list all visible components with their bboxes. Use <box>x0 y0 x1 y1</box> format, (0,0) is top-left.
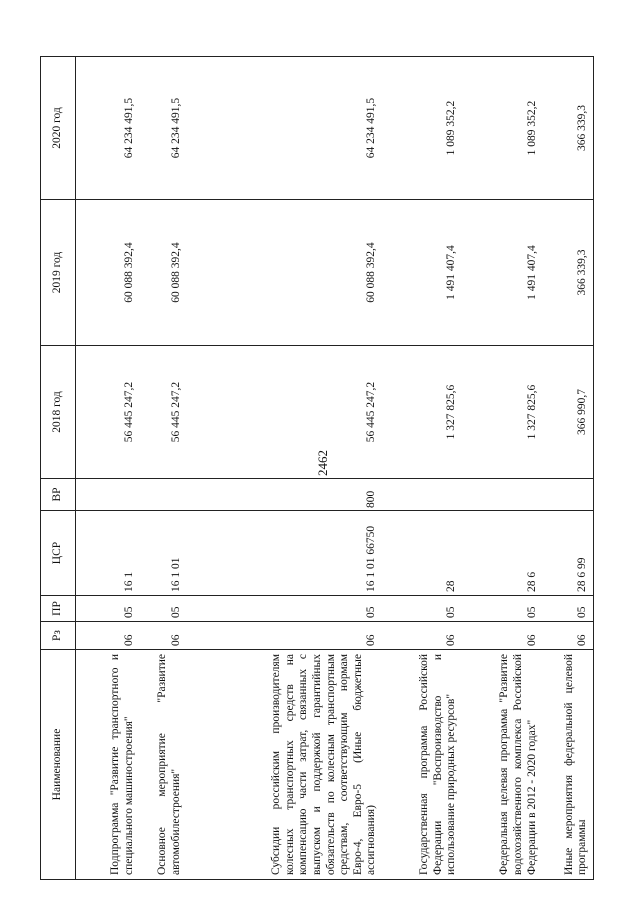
row-rz: 06 <box>186 622 381 650</box>
row-rz: 06 <box>76 622 140 650</box>
row-name: Иные мероприятия федеральной целевой программы <box>542 650 593 880</box>
row-pr: 05 <box>382 596 462 622</box>
row-csr: 28 6 99 <box>542 511 593 596</box>
table-row <box>186 57 381 880</box>
row-csr: 16 1 01 <box>139 511 186 596</box>
row-vr: 800 <box>186 479 381 511</box>
header-vr: ВР <box>41 479 76 511</box>
row-2020: 366 339,3 <box>542 57 593 200</box>
header-2018: 2018 год <box>41 346 76 479</box>
row-vr <box>462 479 542 511</box>
row-csr: 28 <box>382 511 462 596</box>
row-rz: 06 <box>462 622 542 650</box>
header-pr: ПР <box>41 596 76 622</box>
budget-table <box>40 56 594 880</box>
row-2020: 64 234 491,5 <box>139 57 186 200</box>
header-2020: 2020 год <box>41 57 76 200</box>
table-body <box>76 57 594 880</box>
header-row <box>41 57 76 880</box>
table-header <box>41 57 76 880</box>
row-rz: 06 <box>382 622 462 650</box>
row-rz: 06 <box>139 622 186 650</box>
row-name: Подпрограмма "Развитие транспортного и специального машиностроения" <box>76 650 140 880</box>
row-name: Основное мероприятие "Развитие автомобилестроения" <box>139 650 186 880</box>
row-vr <box>139 479 186 511</box>
row-2018: 56 445 247,2 <box>139 346 186 479</box>
row-2018: 1 327 825,6 <box>382 346 462 479</box>
budget-table-container <box>40 57 594 880</box>
page-number-text: 2462 <box>315 450 330 476</box>
row-vr <box>76 479 140 511</box>
row-2019: 1 491 407,4 <box>382 200 462 346</box>
row-2020: 1 089 352,2 <box>462 57 542 200</box>
row-pr: 05 <box>186 596 381 622</box>
row-2020: 64 234 491,5 <box>76 57 140 200</box>
row-name: Государственная программа Российской Федерации "Воспроизводство и использование природных ресурсов" <box>382 650 462 880</box>
row-csr: 16 1 <box>76 511 140 596</box>
row-2018: 56 445 247,2 <box>186 346 381 479</box>
row-name: Федеральная целевая программа "Развитие водохозяйственного комплекса Российской Федерации в 2012 - 2020 годах" <box>462 650 542 880</box>
table-row <box>542 57 593 880</box>
header-2019: 2019 год <box>41 200 76 346</box>
row-rz: 06 <box>542 622 593 650</box>
row-pr: 05 <box>139 596 186 622</box>
header-csr: ЦСР <box>41 511 76 596</box>
row-2019: 60 088 392,4 <box>139 200 186 346</box>
row-csr: 16 1 01 66750 <box>186 511 381 596</box>
row-2020: 64 234 491,5 <box>186 57 381 200</box>
row-2018: 366 990,7 <box>542 346 593 479</box>
row-2019: 1 491 407,4 <box>462 200 542 346</box>
table-row <box>382 57 462 880</box>
row-2019: 60 088 392,4 <box>76 200 140 346</box>
header-name: Наименование <box>41 650 76 880</box>
row-2019: 60 088 392,4 <box>186 200 381 346</box>
row-2018: 56 445 247,2 <box>76 346 140 479</box>
row-name: Субсидии российским производителям колесных транспортных средств на компенсацию части затрат, связанных с выпуском и поддержкой гарантийных обязательств по колесным транспортным средствам, соответствующим нормам Евро-4, Евро-5 (Иные бюджетные ассигнования) <box>186 650 381 880</box>
table-row <box>139 57 186 880</box>
row-2020: 1 089 352,2 <box>382 57 462 200</box>
row-pr: 05 <box>76 596 140 622</box>
row-2018: 1 327 825,6 <box>462 346 542 479</box>
header-rz: Рз <box>41 622 76 650</box>
table-row <box>462 57 542 880</box>
row-pr: 05 <box>542 596 593 622</box>
row-vr <box>382 479 462 511</box>
table-row <box>76 57 140 880</box>
row-vr <box>542 479 593 511</box>
row-pr: 05 <box>462 596 542 622</box>
row-2019: 366 339,3 <box>542 200 593 346</box>
row-csr: 28 6 <box>462 511 542 596</box>
